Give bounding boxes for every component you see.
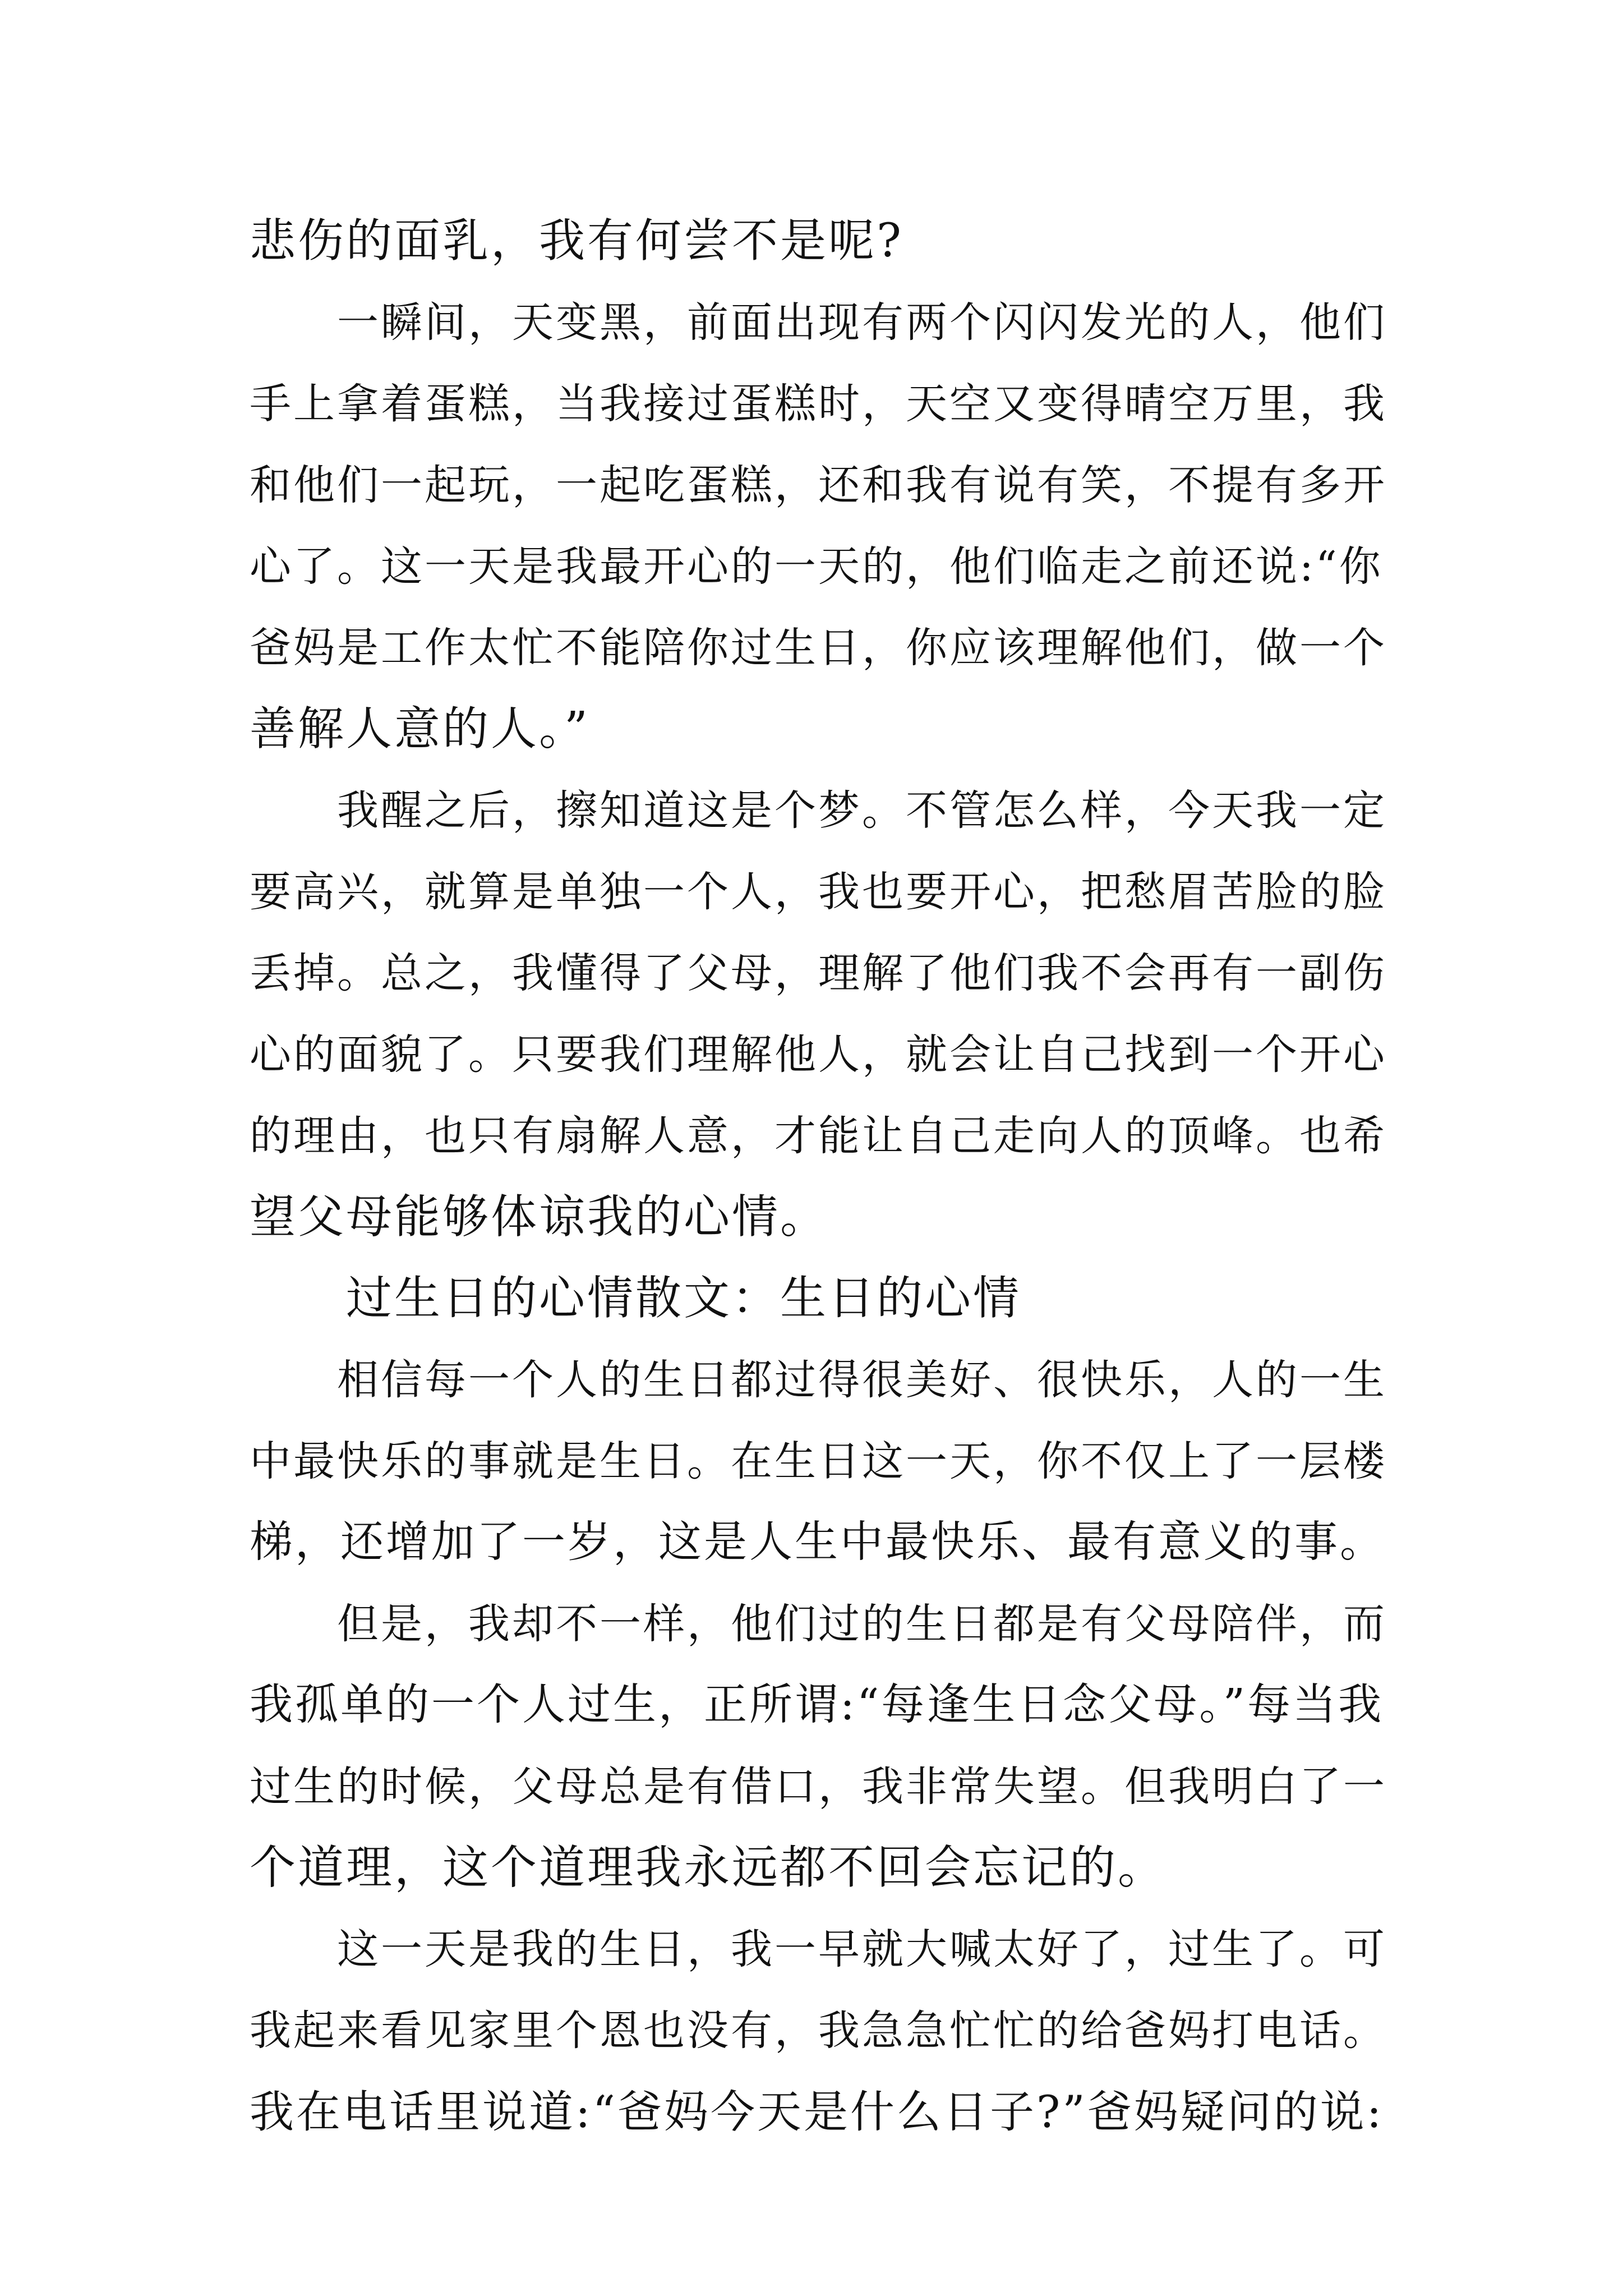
text-line: 个道理，这个道理我永远都不回会忘记的。 (250, 1841, 1166, 1894)
text-line: 这一天是我的生日，我一早就大喊太好了，过生了。可 (250, 1925, 1387, 1973)
text-line: 和他们一起玩，一起吃蛋糕，还和我有说有笑，不提有多开 (250, 461, 1387, 509)
text-line: 我孤单的一个人过生，正所谓:“每逢生日念父母。”每当我 (250, 1680, 1384, 1730)
text-line: 望父母能够体谅我的心情。 (250, 1190, 829, 1244)
text-line: 的理由，也只有扇解人意，才能让自己走向人的顶峰。也希 (250, 1112, 1387, 1160)
text-line: 我起来看见家里个恩也没有，我急急忙忙的给爸妈打电话。 (250, 2007, 1387, 2055)
text-line: 但是，我却不一样，他们过的生日都是有父母陪伴，而 (250, 1600, 1387, 1648)
text-line: 心了。这一天是我最开心的一天的，他们临走之前还说:“你 (250, 542, 1383, 591)
text-line: 善解人意的人。” (250, 702, 590, 756)
text-line: 相信每一个人的生日都过得很美好、很快乐，人的一生 (250, 1356, 1387, 1404)
text-line: 要高兴，就算是单独一个人，我也要开心，把愁眉苦脸的脸 (250, 868, 1387, 916)
text-line: 心的面貌了。只要我们理解他人，就会让自己找到一个开心 (250, 1030, 1387, 1079)
text-line: 一瞬间，天变黑，前面出现有两个闪闪发光的人，他们 (250, 298, 1387, 347)
section-heading: 过生日的心情散文：生日的心情 (250, 1272, 1022, 1325)
text-line: 我在电话里说道:“爸妈今天是什么日子?”爸妈疑问的说: (250, 2086, 1384, 2138)
text-line: 悲伤的面乳，我有何尝不是呢? (250, 214, 903, 268)
text-line: 手上拿着蛋糕，当我接过蛋糕时，天空又变得晴空万里，我 (250, 380, 1387, 428)
text-line: 中最快乐的事就是生日。在生日这一天，你不仅上了一层楼 (250, 1437, 1387, 1485)
text-line: 梯，还增加了一岁，这是人生中最快乐、最有意义的事。 (250, 1517, 1385, 1567)
text-line: 过生的时候，父母总是有借口，我非常失望。但我明白了一 (250, 1763, 1387, 1811)
text-line: 丢掉。总之，我懂得了父母，理解了他们我不会再有一副伤 (250, 949, 1387, 997)
text-line: 爸妈是工作太忙不能陪你过生日，你应该理解他们，做一个 (250, 624, 1387, 672)
text-line: 我醒之后，擦知道这是个梦。不管怎么样，今天我一定 (250, 786, 1387, 835)
